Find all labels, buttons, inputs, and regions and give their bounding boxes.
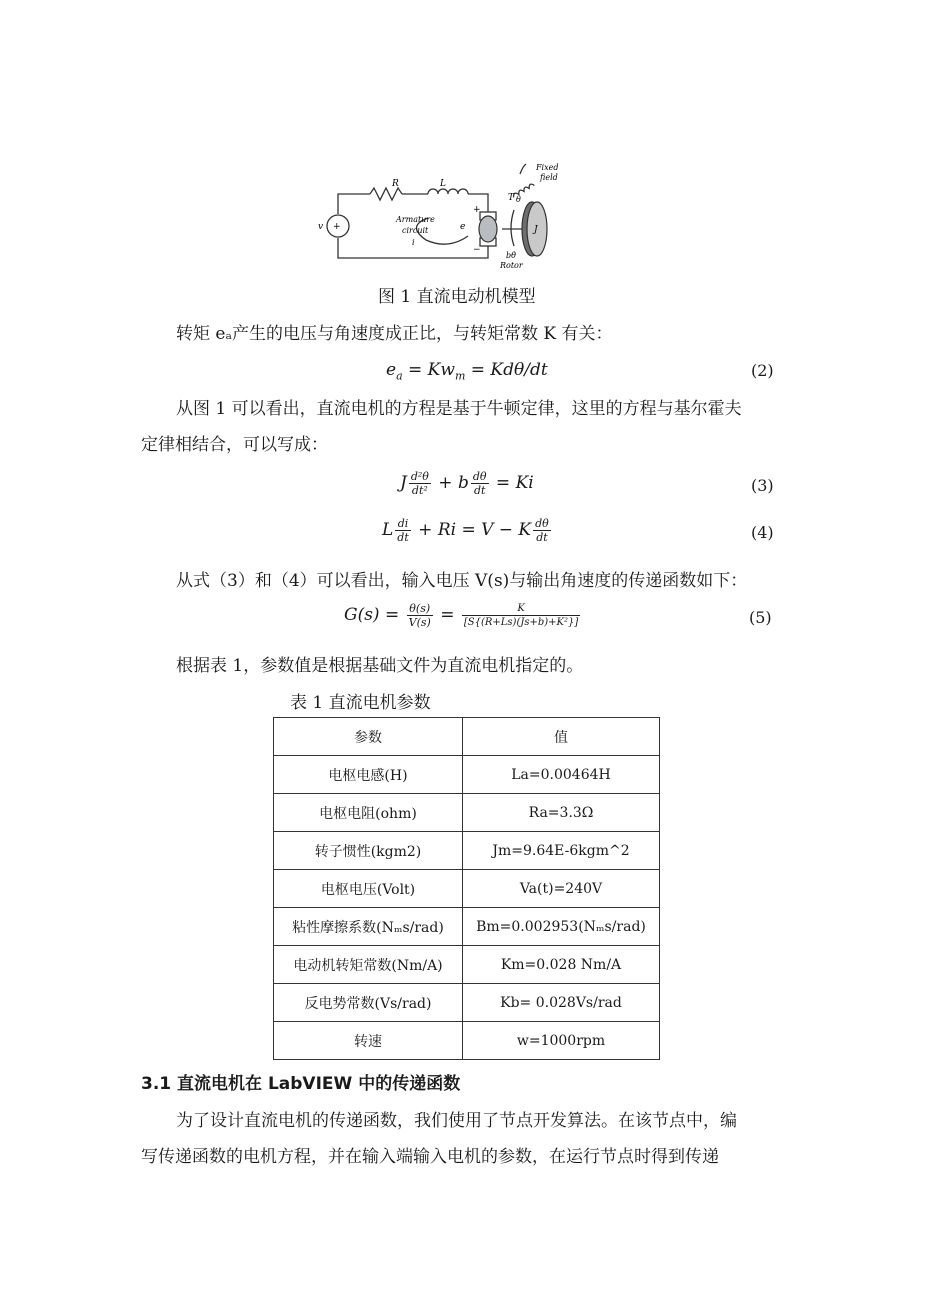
paragraph-3: 从式（3）和（4）可以看出，输入电压 V(s)与输出角速度的传递函数如下： [176,571,748,591]
section-heading: 3.1 直流电机在 LabVIEW 中的传递函数 [141,1074,461,1094]
motor-plus: + [473,205,481,215]
equation-4: L $\frac{di}{dt}$ + Ri = V − K $\frac{d\theta}{dt}$ [382,517,549,544]
circuit-label: circuit [402,226,429,235]
friction-label: bθ̇ [506,251,516,260]
param-name: 反电势常数(Vs/rad) [274,984,463,1022]
paragraph-2-line-1: 从图 1 可以看出，直流电机的方程是基于牛顿定律，这里的方程与基尔霍夫 [176,399,742,419]
dc-motor-diagram [310,152,570,272]
equation-2-number: (2) [751,361,774,380]
param-value: Bm=0.002953(Nₘs/rad) [463,908,660,946]
rotor-label: Rotor [500,261,523,270]
param-name: 电枢电感(H) [274,756,463,794]
table-caption: 表 1 直流电机参数 [290,693,431,713]
equation-2: $e_a = Kw_m = Kd\theta/dt$ [386,360,548,383]
parameter-table [273,717,660,1060]
field-label: field [540,173,558,182]
table-row [274,1022,660,1060]
torque-label: T [508,193,515,203]
param-value: Km=0.028 Nm/A [463,946,660,984]
table-row [274,946,660,984]
figure-caption: 图 1 直流电动机模型 [378,287,536,307]
table-row [274,908,660,946]
inductor-label: L [440,179,446,189]
param-value: Va(t)=240V [463,870,660,908]
param-name: 电枢电阻(ohm) [274,794,463,832]
param-name: 粘性摩擦系数(Nₘs/rad) [274,908,463,946]
resistor-label: R [392,179,399,189]
source-plus: + [333,222,341,232]
theta-label: θ [516,195,521,204]
section-line-1: 为了设计直流电机的传递函数，我们使用了节点开发算法。在该节点中，编 [176,1111,737,1131]
param-value: La=0.00464H [463,756,660,794]
section-line-2: 写传递函数的电机方程，并在输入端输入电机的参数，在运行节点时得到传递 [141,1147,719,1167]
header-param: 参数 [274,718,463,756]
equation-3: J $\frac{\text{d²θ}}{\text{dt²}}$ + b $\frac{d\theta}{dt}$ = Ki [400,470,534,497]
param-value: Jm=9.64E-6kgm^2 [463,832,660,870]
table-row [274,984,660,1022]
motor-minus: − [473,245,481,255]
armature-label: Armature [396,215,435,224]
equation-4-number: (4) [751,523,774,542]
param-name: 转子惯性(kgm2) [274,832,463,870]
paragraph-1: 转矩 eₐ产生的电压与角速度成正比，与转矩常数 K 有关： [176,324,613,344]
paragraph-2-line-2: 定律相结合，可以写成： [141,435,328,455]
fixed-label: Fixed [536,163,559,172]
table-row [274,794,660,832]
equation-5-number: (5) [749,608,772,627]
table-row [274,756,660,794]
param-name: 电枢电压(Volt) [274,870,463,908]
paragraph-4: 根据表 1，参数值是根据基础文件为直流电机指定的。 [176,656,584,676]
voltage-label: v [318,222,324,232]
emf-label: e [460,222,466,232]
current-label: i [412,238,415,247]
param-name: 转速 [274,1022,463,1060]
param-value: w=1000rpm [463,1022,660,1060]
equation-3-number: (3) [751,476,774,495]
param-name: 电动机转矩常数(Nm/A) [274,946,463,984]
table-row [274,870,660,908]
table-header-row [274,718,660,756]
param-value: Ra=3.3Ω [463,794,660,832]
header-value: 值 [463,718,660,756]
equation-5: G(s) = $\frac{\theta(s)}{V(s)}$ = $\frac{K}{\text{[S\{(R+Ls)(Js+b)+K²\}]}}$ [344,602,579,629]
inertia-label: J [534,225,538,235]
table-row [274,832,660,870]
param-value: Kb= 0.028Vs/rad [463,984,660,1022]
